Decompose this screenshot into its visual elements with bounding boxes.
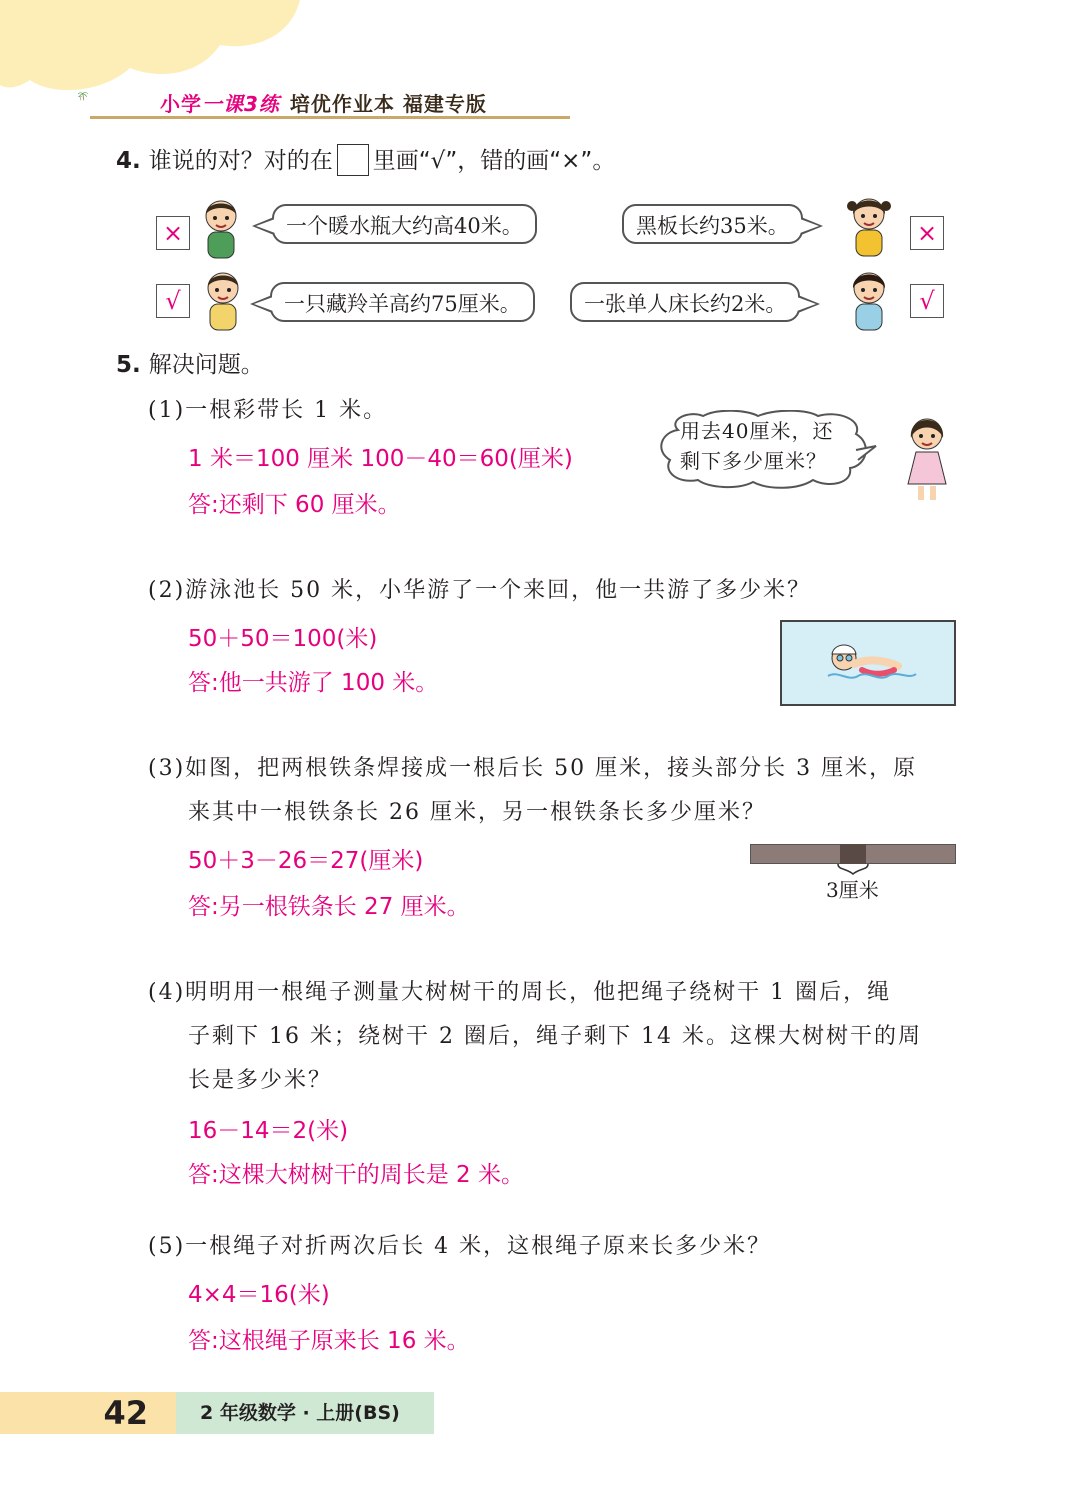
problem-1-answer: 答:还剩下 60 厘米。 [188,492,401,518]
problem-5-calculation: 4×4＝16(米) [188,1282,330,1308]
problem-5-text: (5)一根绳子对折两次后长 4 米，这根绳子原来长多少米？ [148,1234,772,1259]
swimming-pool-illustration [780,620,956,706]
problem-3-calculation: 50＋3－26＝27(厘米) [188,848,424,874]
iron-bar-joint [840,844,866,864]
question-4-prompt-after: 里画“√”，错的画“×”。 [372,148,616,174]
speech-bubble-1: 一个暖水瓶大约高40米。 [272,204,537,244]
question-5-title [116,346,264,379]
page-number: 42 [0,1392,176,1434]
joint-length-label: 3厘米 [826,878,879,902]
problem-1-calculation: 1 米＝100 厘米 100－40＝60(厘米) [188,446,573,472]
problem-3-answer: 答:另一根铁条长 27 厘米。 [188,894,470,920]
problem-4-line-1: (4)明明用一根绳子测量大树树干的周长，他把绳子绕树干 1 圈后，绳 [148,980,892,1005]
problem-4-calculation: 16－14＝2(米) [188,1118,349,1144]
problem-5-answer: 答:这根绳子原来长 16 米。 [188,1328,470,1354]
question-4-number: 4. [116,148,141,174]
problem-4-line-2: 子剩下 16 米；绕树干 2 圈后，绳子剩下 14 米。这棵大树树干的周 [188,1024,922,1049]
thought-line-1: 用去40厘米，还 [680,419,834,443]
speech-bubble-4: 一张单人床长约2米。 [570,282,800,322]
series-title-part-c: 培优作业本 福建专版 [289,92,487,116]
series-title-part-b: 一课3练 [202,92,280,116]
sample-checkbox [337,144,369,176]
question-4-title [116,142,615,178]
book-label: 2 年级数学 · 上册(BS) [176,1392,434,1434]
swimmer-icon [822,636,918,688]
book-series-title [160,88,487,117]
answer-box-2[interactable]: × [910,216,944,250]
problem-4-line-3: 长是多少米？ [188,1068,333,1093]
question-5-number: 5. [116,352,141,378]
question-4-prompt-before: 谁说的对？对的在 [148,148,333,174]
speech-bubble-3: 一只藏羚羊高约75厘米。 [270,282,535,322]
header-divider [90,116,570,119]
boy-character-icon [196,268,250,334]
problem-2-answer: 答:他一共游了 100 米。 [188,670,439,696]
answer-box-1[interactable]: × [156,216,190,250]
problem-3-line-1: (3)如图，把两根铁条焊接成一根后长 50 厘米，接头部分长 3 厘米，原 [148,756,918,781]
problem-2-calculation: 50＋50＝100(米) [188,626,378,652]
girl-character-icon [898,412,956,504]
thought-line-2: 剩下多少厘米？ [680,449,827,473]
girl-character-icon [842,268,896,334]
answer-box-3[interactable]: √ [156,284,190,318]
problem-2-text: (2)游泳池长 50 米，小华游了一个来回，他一共游了多少米？ [148,578,812,603]
boy-character-icon [194,196,248,262]
problem-4-answer: 答:这棵大树树干的周长是 2 米。 [188,1162,525,1188]
problem-3-line-2: 来其中一根铁条长 26 厘米，另一根铁条长多少厘米？ [188,800,766,825]
answer-box-4[interactable]: √ [910,284,944,318]
problem-1-text: (1)一根彩带长 1 米。 [148,398,388,423]
series-title-part-a: 小学 [160,92,202,116]
girl-character-icon [842,194,896,260]
question-5-heading: 解决问题。 [148,352,264,378]
speech-bubble-2: 黑板长约35米。 [622,204,803,244]
thought-bubble-text [680,416,870,476]
